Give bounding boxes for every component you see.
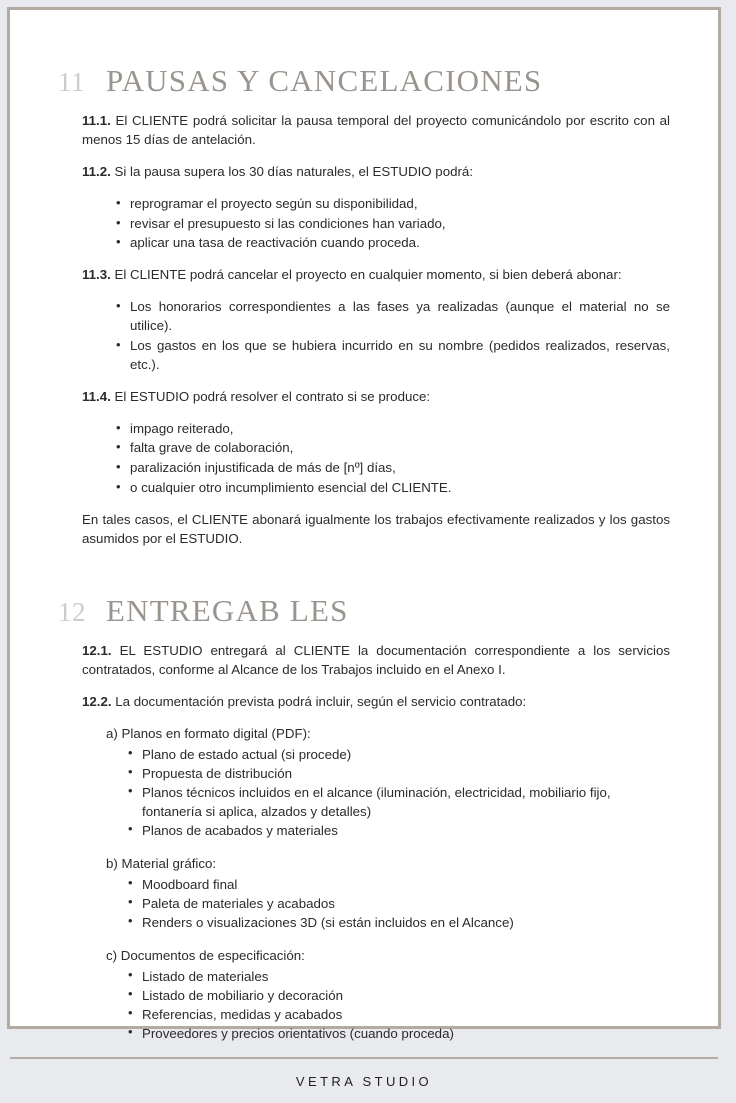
clause-11-closing: En tales casos, el CLIENTE abonará igualmente los trabajos efectivamente realizados y los gastos asumidos por el ESTUDIO.	[82, 512, 670, 546]
section-heading-12	[58, 592, 670, 628]
list-item: • Planos técnicos incluidos en el alcance (iluminación, electricidad, mobiliario fijo, fontanería si aplica, alzados y detalles)	[128, 783, 670, 821]
clause-11-3-label: 11.3.	[82, 267, 111, 283]
clause-11-4	[58, 388, 670, 407]
clause-11-4-label: 11.4.	[82, 388, 111, 404]
section-heading-11	[58, 65, 670, 96]
list-item: • Propuesta de distribución	[128, 764, 670, 783]
group-c-list	[106, 967, 670, 1043]
clause-11-2-text: Si la pausa supera los 30 días naturales, el ESTUDIO podrá:	[110, 163, 474, 179]
group-b-label: b) Material gráfico:	[106, 856, 217, 872]
list-item: • falta grave de colaboración,	[116, 439, 670, 458]
clause-11-1-label: 11.1.	[82, 113, 111, 128]
group-a-list	[106, 745, 670, 840]
clause-12-1-text: EL ESTUDIO entregará al CLIENTE la documentación correspondiente a los servicios contratados, conforme al Alcance de los Trabajos incluido en el Anexo I.	[82, 642, 670, 677]
section-number: 12	[58, 596, 86, 627]
list-item: • aplicar una tasa de reactivación cuando proceda.	[116, 234, 670, 253]
list-item: • o cualquier otro incumplimiento esencial del CLIENTE.	[116, 479, 670, 498]
clause-11-3-text: El CLIENTE podrá cancelar el proyecto en cualquier momento, si bien deberá abonar:	[110, 267, 622, 283]
list-item: • impago reiterado,	[116, 420, 670, 439]
clause-11-4-text: El ESTUDIO podrá resolver el contrato si se produce:	[110, 388, 431, 404]
list-item: • Los gastos en los que se hubiera incurrido en su nombre (pedidos realizados, reservas, etc.).	[116, 337, 670, 375]
footer-brand: VETRA STUDIO	[295, 1073, 433, 1089]
group-a-label: a) Planos en formato digital (PDF):	[106, 726, 311, 742]
group-a	[58, 724, 670, 840]
clause-11-1-text: El CLIENTE podrá solicitar la pausa temporal del proyecto comunicándolo por escrito con al menos 15 días de antelación.	[82, 113, 670, 147]
section-number: 11	[58, 67, 85, 97]
list-11-4	[58, 420, 670, 499]
list-item: • Planos de acabados y materiales	[128, 821, 670, 840]
section-title: ENTREGAB LES	[106, 592, 349, 628]
list-item: • Referencias, medidas y acabados	[128, 1005, 670, 1024]
list-item: • Los honorarios correspondientes a las fases ya realizadas (aunque el material no se utilice).	[116, 298, 670, 336]
list-item: • Renders o visualizaciones 3D (si están incluidos en el Alcance)	[128, 913, 670, 932]
list-item: • Plano de estado actual (si procede)	[128, 745, 670, 764]
group-c	[58, 946, 670, 1043]
list-item: • Proveedores y precios orientativos (cuando proceda)	[128, 1024, 670, 1043]
clause-11-3	[58, 266, 670, 285]
list-item: • revisar el presupuesto si las condiciones han variado,	[116, 215, 670, 234]
page-footer	[10, 1057, 718, 1103]
list-item: • paralización injustificada de más de [nº] días,	[116, 459, 670, 478]
clause-12-2-label: 12.2.	[82, 693, 112, 709]
list-item: • Paleta de materiales y acabados	[128, 894, 670, 913]
clause-12-1-label: 12.1.	[82, 642, 112, 658]
list-11-3	[58, 298, 670, 375]
group-b-list	[106, 875, 670, 932]
clause-12-2	[58, 693, 670, 712]
section-title: PAUSAS Y CANCELACIONES	[106, 63, 543, 98]
clause-11-1	[58, 112, 670, 150]
document-page	[7, 7, 721, 1089]
list-item: • Moodboard final	[128, 875, 670, 894]
clause-11-2-label: 11.2.	[82, 163, 111, 179]
group-c-label: c) Documentos de especificación:	[106, 948, 305, 964]
document-content	[10, 10, 718, 1057]
group-b	[58, 854, 670, 932]
list-item: • Listado de materiales	[128, 967, 670, 986]
list-11-2	[58, 195, 670, 254]
clause-11-2	[58, 163, 670, 182]
clause-12-1	[58, 642, 670, 680]
list-item: • reprogramar el proyecto según su disponibilidad,	[116, 195, 670, 214]
list-item: • Listado de mobiliario y decoración	[128, 986, 670, 1005]
clause-12-2-text: La documentación prevista podrá incluir, según el servicio contratado:	[111, 693, 527, 709]
